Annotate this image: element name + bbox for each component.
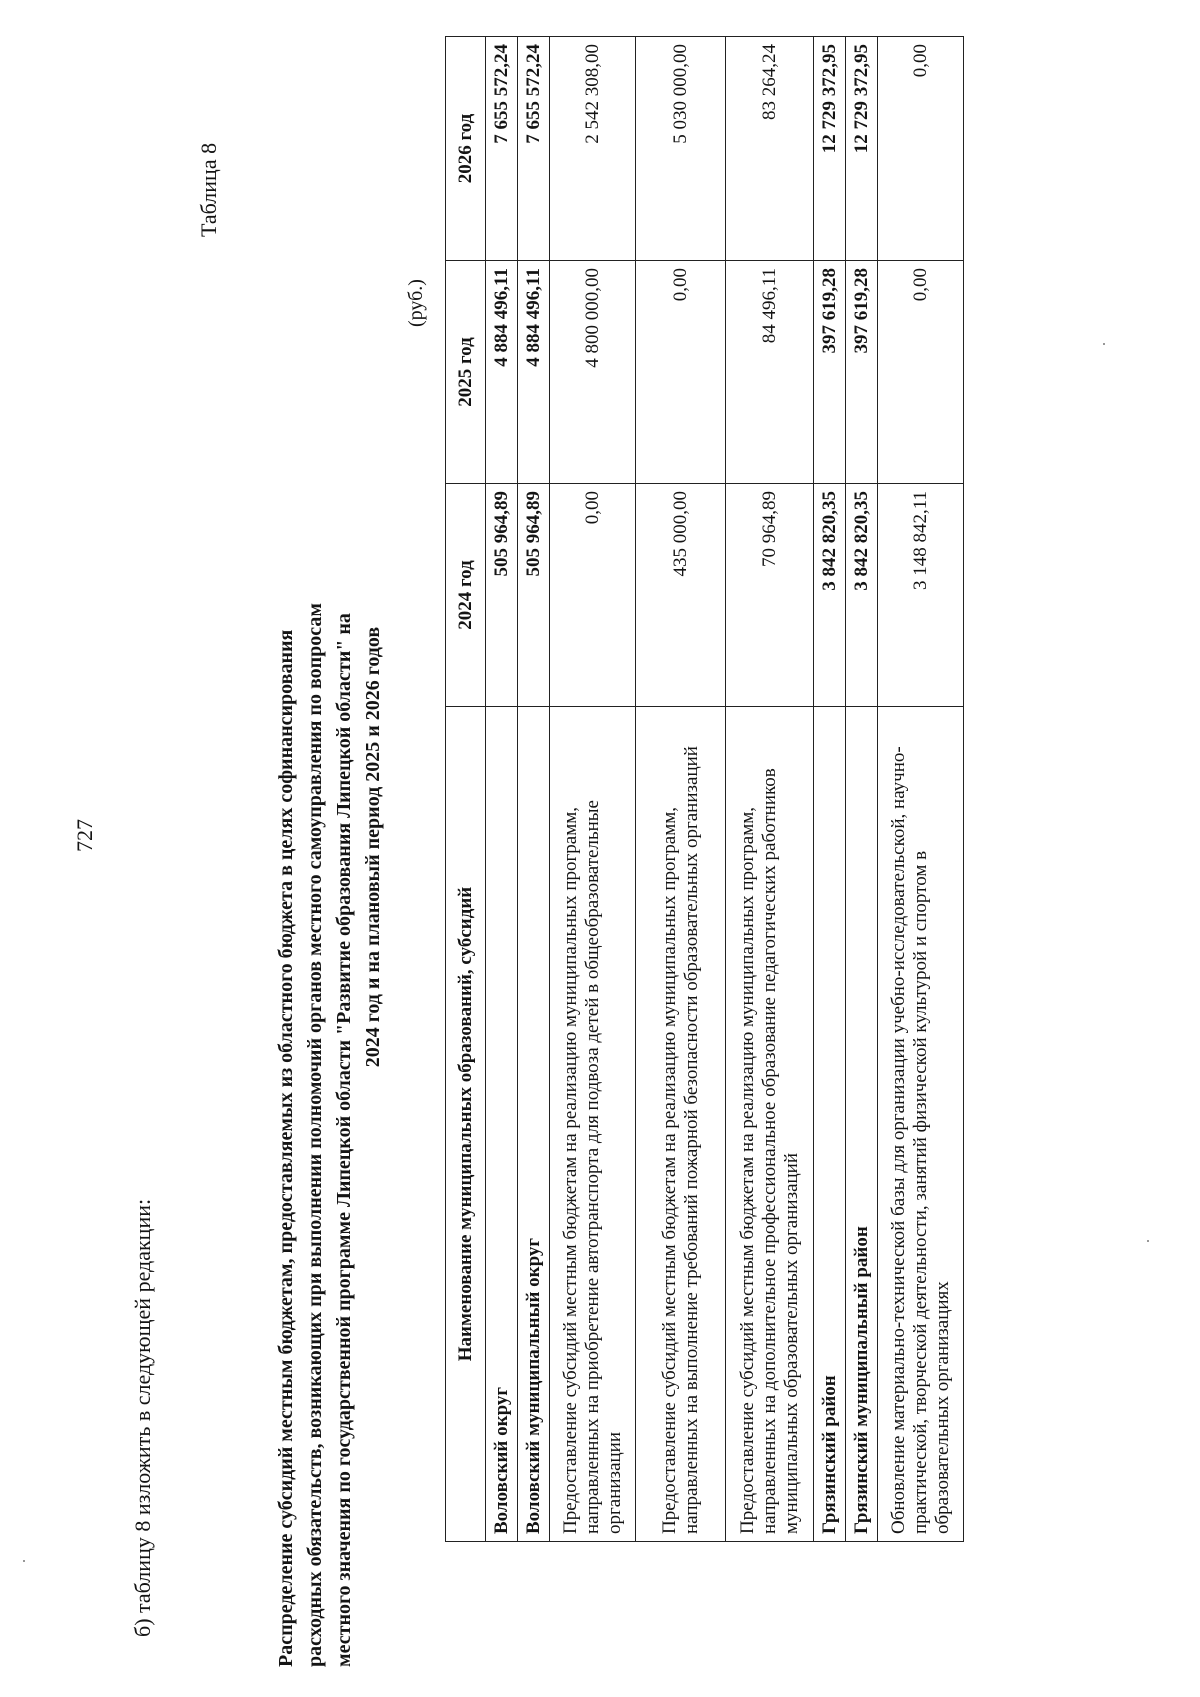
table-label: Таблица 8 — [196, 142, 221, 237]
row-2025: 4 884 496,11 — [518, 261, 550, 484]
row-2026: 5 030 000,00 — [636, 37, 726, 261]
units-label: (руб.) — [405, 279, 427, 327]
row-name: Грязинский район — [814, 707, 846, 1542]
row-2026: 7 655 572,24 — [518, 37, 550, 261]
header-2026: 2026 год — [446, 37, 486, 261]
row-name: Предоставление субсидий местным бюджетам на реализацию муниципальных программ, направленных на дополнительное профессиональное образование педагогических работников муниципальных образовательных организаций — [726, 707, 814, 1542]
caption-line-2: расходных обязательств, возникающих при выполнении полномочий органов местного самоуправления по вопросам — [304, 602, 326, 1667]
header-2025: 2025 год — [446, 261, 486, 484]
row-2024: 505 964,89 — [486, 484, 518, 707]
row-2024: 505 964,89 — [518, 484, 550, 707]
row-2026: 0,00 — [878, 37, 964, 261]
table-row — [518, 37, 550, 1542]
row-name: Воловский округ — [486, 707, 518, 1542]
table-row — [878, 37, 964, 1542]
table-row — [814, 37, 846, 1542]
row-2024: 3 842 820,35 — [814, 484, 846, 707]
caption-line-4: 2024 год и на плановый период 2025 и 2026 годов — [362, 626, 384, 1068]
row-2025: 0,00 — [878, 261, 964, 484]
row-name: Грязинский муниципальный район — [846, 707, 878, 1542]
row-2025: 84 496,11 — [726, 261, 814, 484]
row-name: Предоставление субсидий местным бюджетам на реализацию муниципальных программ, направленных на приобретение автотранспорта для подвоза детей в общеобразовательные организации — [550, 707, 636, 1542]
row-name: Предоставление субсидий местным бюджетам на реализацию муниципальных программ, направленных на выполнение требований пожарной безопасности образовательных организаций — [636, 707, 726, 1542]
table-header-row — [446, 37, 486, 1542]
row-2024: 70 964,89 — [726, 484, 814, 707]
page-number: 727 — [72, 819, 97, 852]
row-2025: 397 619,28 — [814, 261, 846, 484]
table-row — [550, 37, 636, 1542]
row-name: Обновление материально-технической базы для организации учебно-исследовательской, научно-практической, творческой деятельности, занятий физической культурой и спортом в образовательных организациях — [878, 707, 964, 1542]
row-2025: 0,00 — [636, 261, 726, 484]
header-name: Наименование муниципальных образований, субсидий — [446, 707, 486, 1542]
row-2024: 3 842 820,35 — [846, 484, 878, 707]
row-2025: 4 884 496,11 — [486, 261, 518, 484]
table-row — [726, 37, 814, 1542]
row-2024: 3 148 842,11 — [878, 484, 964, 707]
row-2024: 0,00 — [550, 484, 636, 707]
row-2025: 4 800 000,00 — [550, 261, 636, 484]
subsidy-table — [445, 36, 964, 1542]
table-caption — [272, 27, 388, 1667]
row-2026: 12 729 372,95 — [814, 37, 846, 261]
row-2026: 2 542 308,00 — [550, 37, 636, 261]
table-row — [846, 37, 878, 1542]
caption-line-3: местного значения по государственной программе Липецкой области "Развитие образования Липецкой области" на — [333, 613, 355, 1667]
row-name: Воловский муниципальный округ — [518, 707, 550, 1542]
header-2024: 2024 год — [446, 484, 486, 707]
caption-line-1: Распределение субсидий местным бюджетам, предоставляемых из областного бюджета в целях софинансирования — [275, 629, 297, 1667]
table-row — [486, 37, 518, 1542]
row-2026: 83 264,24 — [726, 37, 814, 261]
intro-text: б) таблицу 8 изложить в следующей редакции: — [130, 1198, 155, 1637]
row-2026: 7 655 572,24 — [486, 37, 518, 261]
row-2025: 397 619,28 — [846, 261, 878, 484]
row-2026: 12 729 372,95 — [846, 37, 878, 261]
table-row — [636, 37, 726, 1542]
row-2024: 435 000,00 — [636, 484, 726, 707]
